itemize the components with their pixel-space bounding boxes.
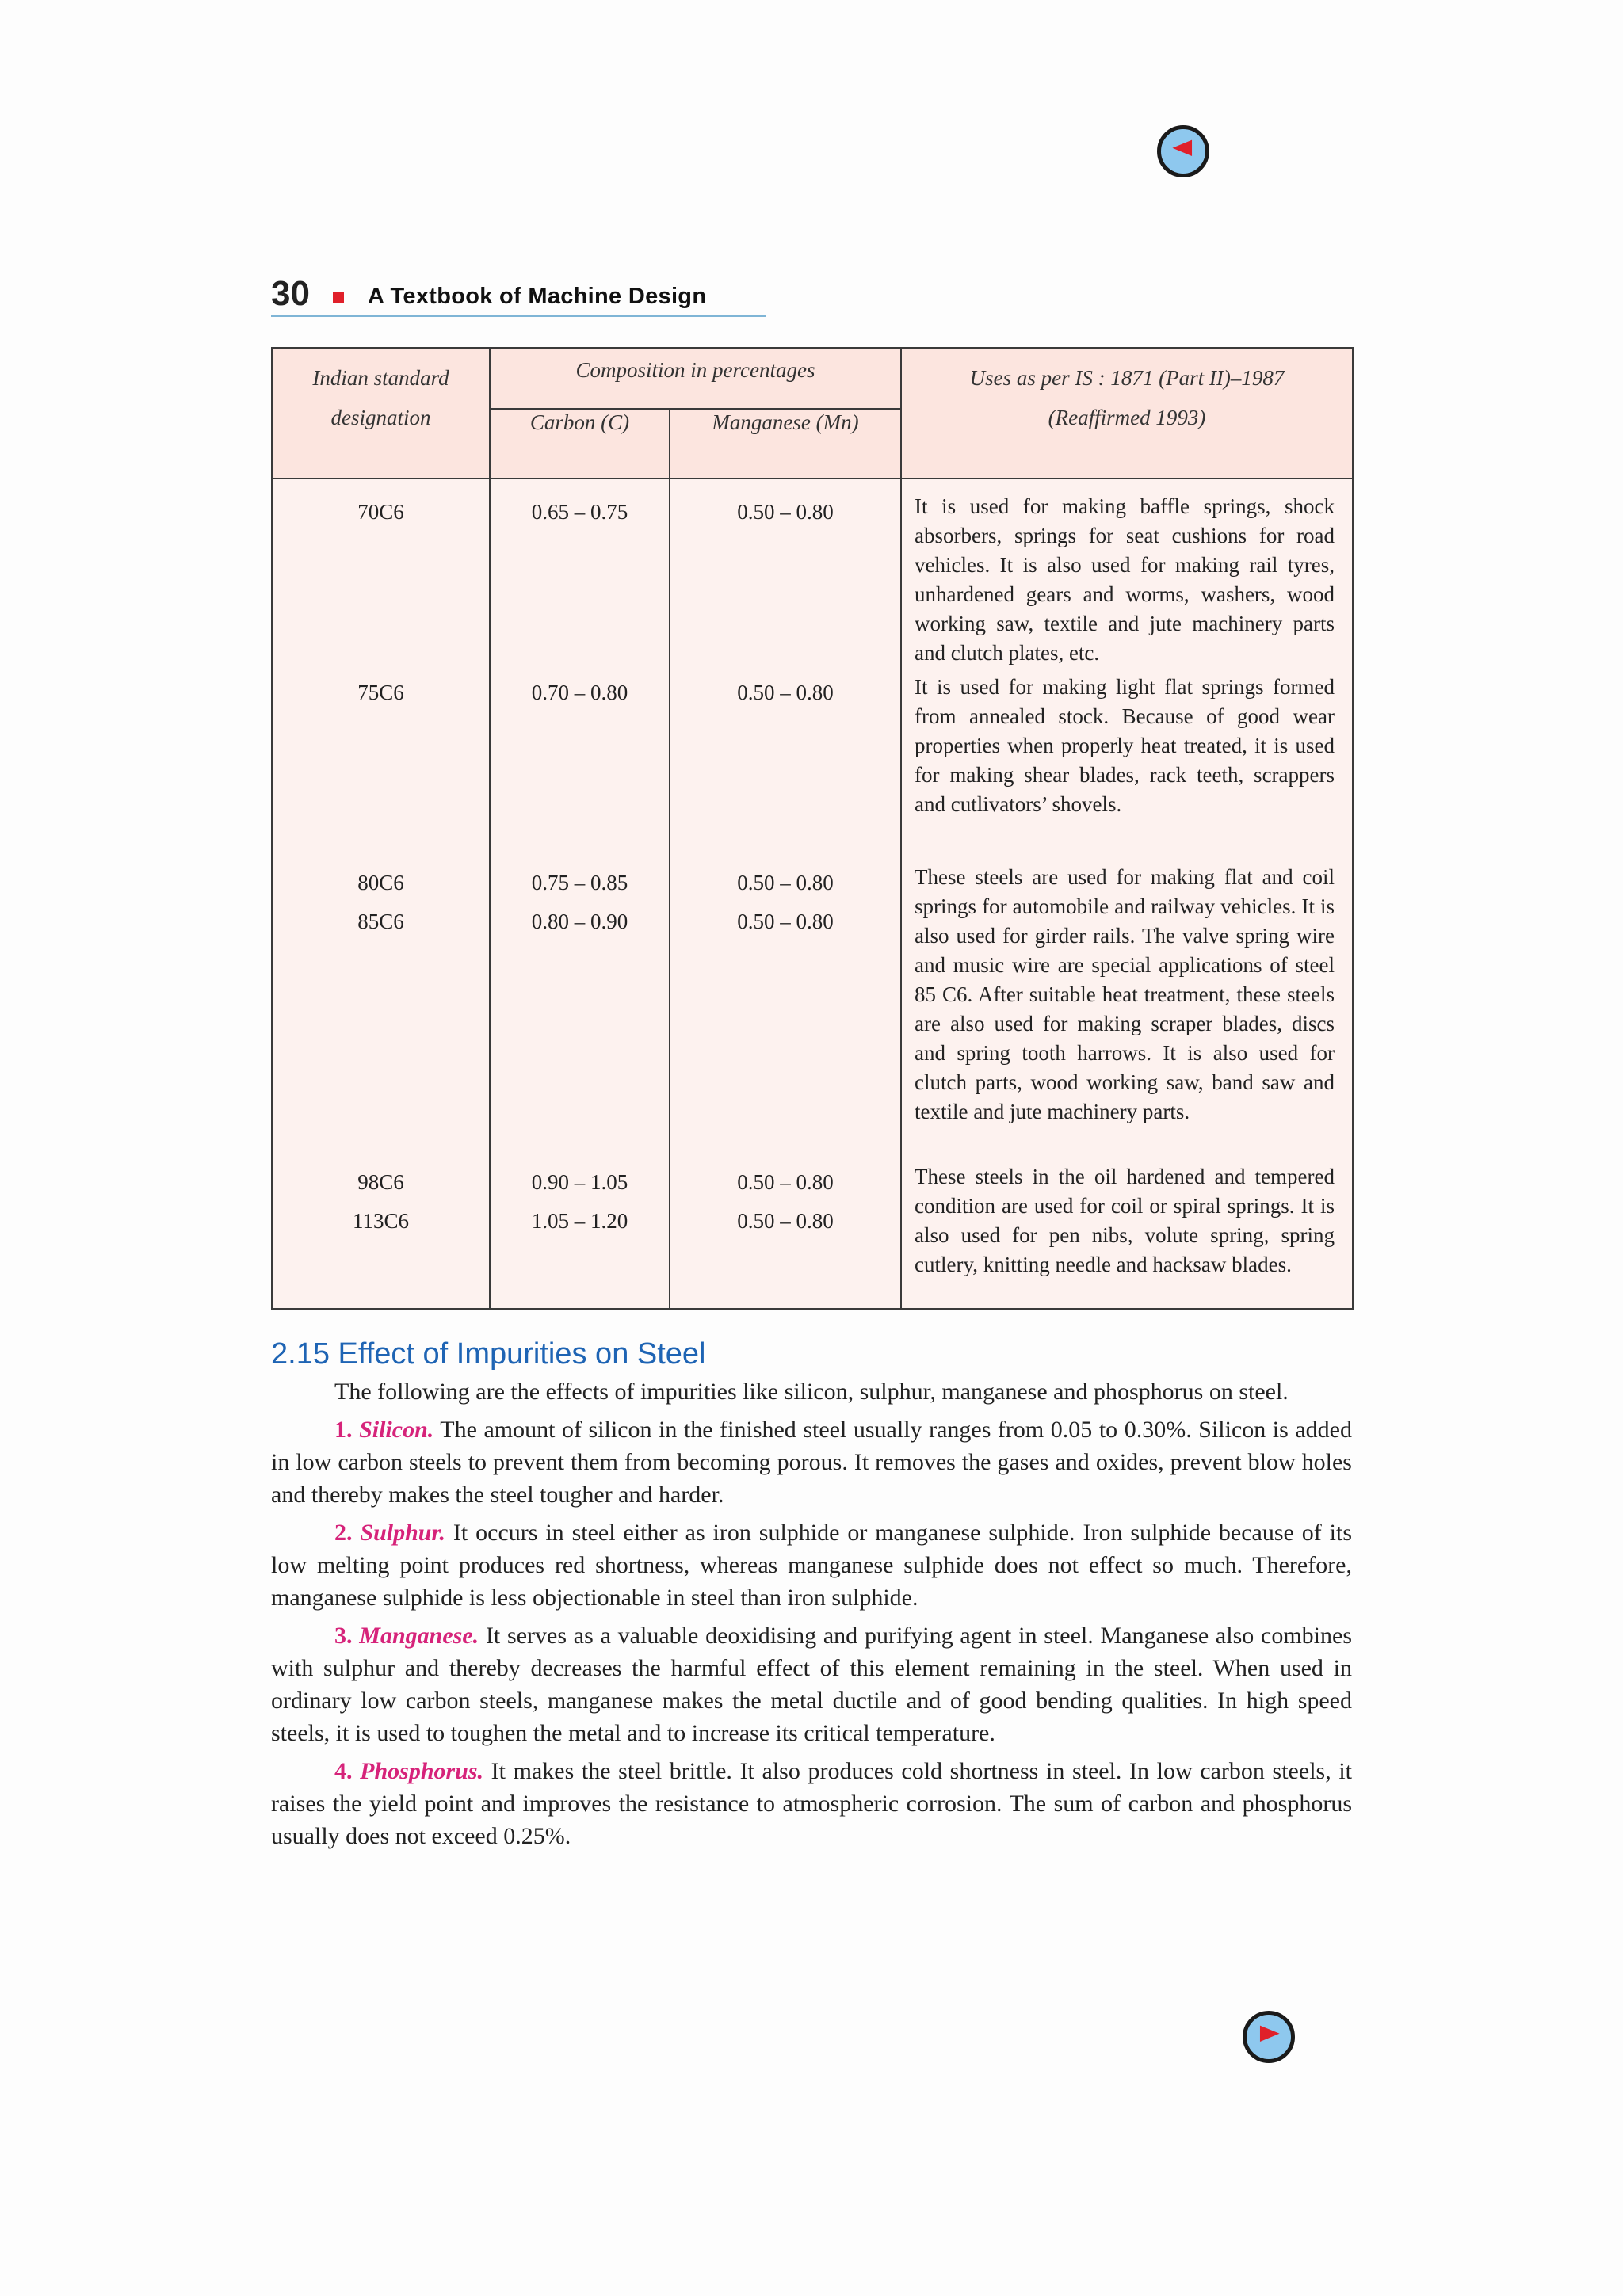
- table-group: [491, 673, 668, 864]
- table-group: [671, 493, 899, 673]
- impurity-paragraph: [271, 1516, 1352, 1614]
- impurity-term: Phosphorus.: [360, 1758, 484, 1784]
- item-number: 1.: [334, 1417, 353, 1443]
- impurity-text: It serves as a valuable deoxidising and purifying agent in steel. Manganese also combines with sulphur and thereby decreases the harmful effect of this element remaining in the steel. When used in ordinary low carbon steels, manganese makes the metal ductile and of good bending qualities. In high speed steels, it is used to toughen the metal and to increase its critical temperature.: [271, 1623, 1353, 1746]
- steel-designation-table: [271, 347, 1354, 1310]
- table-group: [491, 1163, 668, 1298]
- right-triangle-icon: [1247, 2015, 1291, 2059]
- col-header-carbon: Carbon (C): [490, 409, 670, 479]
- table-group: [491, 864, 668, 1163]
- book-title: A Textbook of Machine Design: [368, 284, 707, 309]
- col-header-composition: Composition in percentages: [490, 348, 901, 409]
- table-group: [273, 864, 488, 1163]
- uses-column: [901, 479, 1353, 1309]
- uses-cell: These steels in the oil hardened and tempered condition are used for coil or spiral springs. It is also used for pen nibs, volute spring, spring cutlery, knitting needle and hacksaw blades.: [915, 1165, 1335, 1276]
- impurity-term: Silicon.: [359, 1417, 434, 1443]
- carbon-cell: 0.75 – 0.85: [531, 871, 628, 894]
- designation-cell: 113C6: [352, 1209, 409, 1233]
- col-header-uses-line1: Uses as per IS : 1871 (Part II)–1987: [969, 366, 1285, 390]
- manganese-cell: 0.50 – 0.80: [737, 1170, 834, 1194]
- uses-cell: These steels are used for making flat and coil springs for automobile and railway vehicles. It is also used for girder rails. The valve spring wire and music wire are special applications of steel 85 C6. After suitable heat treatment, these steels are also used for making scraper blades, discs and spring tooth harrows. It is also used for clutch parts, wood working saw, band saw and textile and jute machinery parts.: [915, 865, 1335, 1123]
- impurity-term: Manganese.: [359, 1623, 479, 1649]
- designation-cell: 75C6: [357, 681, 404, 704]
- item-number: 2.: [334, 1520, 353, 1546]
- table-header-row: [272, 348, 1353, 409]
- impurity-text: It occurs in steel either as iron sulphide or manganese sulphide. Iron sulphide because of its low melting point produces red shortness, whereas manganese sulphide does not effect so much. Therefore, manganese sulphide is less objectionable in steel than iron sulphide.: [271, 1520, 1352, 1611]
- table-group: [491, 493, 668, 673]
- impurity-paragraph: [271, 1413, 1352, 1511]
- carbon-cell: 0.70 – 0.80: [531, 681, 628, 704]
- carbon-column: [490, 479, 670, 1309]
- impurity-text: The amount of silicon in the finished steel usually ranges from 0.05 to 0.30%. Silicon is added in low carbon steels to prevent them from becoming porous. It removes the gases and oxides, prevent blow holes and thereby makes the steel tougher and harder.: [271, 1417, 1353, 1508]
- table-body-row: [272, 479, 1353, 1309]
- running-header: [271, 274, 766, 317]
- carbon-cell: 1.05 – 1.20: [531, 1209, 628, 1233]
- col-header-designation-line1: Indian standard: [312, 366, 449, 390]
- header-bullet-icon: [333, 292, 344, 303]
- impurity-term: Sulphur.: [360, 1520, 445, 1546]
- carbon-cell: 0.90 – 1.05: [531, 1170, 628, 1194]
- impurity-paragraph: [271, 1755, 1352, 1852]
- designation-cell: 80C6: [357, 871, 404, 894]
- col-header-designation: [272, 348, 490, 479]
- left-triangle-icon: [1161, 129, 1205, 174]
- table-group: [671, 864, 899, 1163]
- item-number: 3.: [334, 1623, 353, 1649]
- designation-cell: 70C6: [357, 500, 404, 524]
- previous-page-button[interactable]: [1157, 125, 1209, 177]
- col-header-uses-line2: (Reaffirmed 1993): [1048, 406, 1206, 429]
- designation-cell: 98C6: [357, 1170, 404, 1194]
- manganese-cell: 0.50 – 0.80: [737, 1209, 834, 1233]
- manganese-cell: 0.50 – 0.80: [737, 871, 834, 894]
- section-heading: 2.15 Effect of Impurities on Steel: [271, 1337, 706, 1371]
- designation-column: [272, 479, 490, 1309]
- table-group: [273, 493, 488, 673]
- manganese-cell: 0.50 – 0.80: [737, 681, 834, 704]
- item-number: 4.: [334, 1758, 353, 1784]
- col-header-uses: [901, 348, 1353, 479]
- manganese-cell: 0.50 – 0.80: [737, 910, 834, 933]
- uses-cell: It is used for making baffle springs, shock absorbers, springs for seat cushions for road vehicles. It is also used for making rail tyres, unhardened gears and worms, washers, wood working saw, textile and jute machinery parts and clutch plates, etc.: [915, 494, 1335, 665]
- carbon-cell: 0.80 – 0.90: [531, 910, 628, 933]
- table-group: [671, 673, 899, 864]
- table-group: [273, 673, 488, 864]
- col-header-designation-line2: designation: [330, 406, 431, 429]
- impurity-paragraph: [271, 1619, 1352, 1749]
- page-number: 30: [271, 274, 310, 313]
- next-page-button[interactable]: [1243, 2011, 1295, 2063]
- table-group: [671, 1163, 899, 1298]
- designation-cell: 85C6: [357, 910, 404, 933]
- manganese-cell: 0.50 – 0.80: [737, 500, 834, 524]
- manganese-column: [670, 479, 901, 1309]
- uses-cell: It is used for making light flat springs formed from annealed stock. Because of good wear properties when properly heat treated, it is used for making shear blades, rack teeth, scrappers and cutlivators’ shovels.: [915, 675, 1335, 816]
- col-header-manganese: Manganese (Mn): [670, 409, 901, 479]
- impurity-text: It makes the steel brittle. It also produces cold shortness in steel. In low carbon steels, it raises the yield point and improves the resistance to atmospheric corrosion. The sum of carbon and phosphorus usually does not exceed 0.25%.: [271, 1758, 1353, 1849]
- intro-paragraph: The following are the effects of impurities like silicon, sulphur, manganese and phosphorus on steel.: [334, 1379, 1289, 1405]
- section-body: [271, 1375, 1352, 1858]
- carbon-cell: 0.65 – 0.75: [531, 500, 628, 524]
- table-group: [273, 1163, 488, 1298]
